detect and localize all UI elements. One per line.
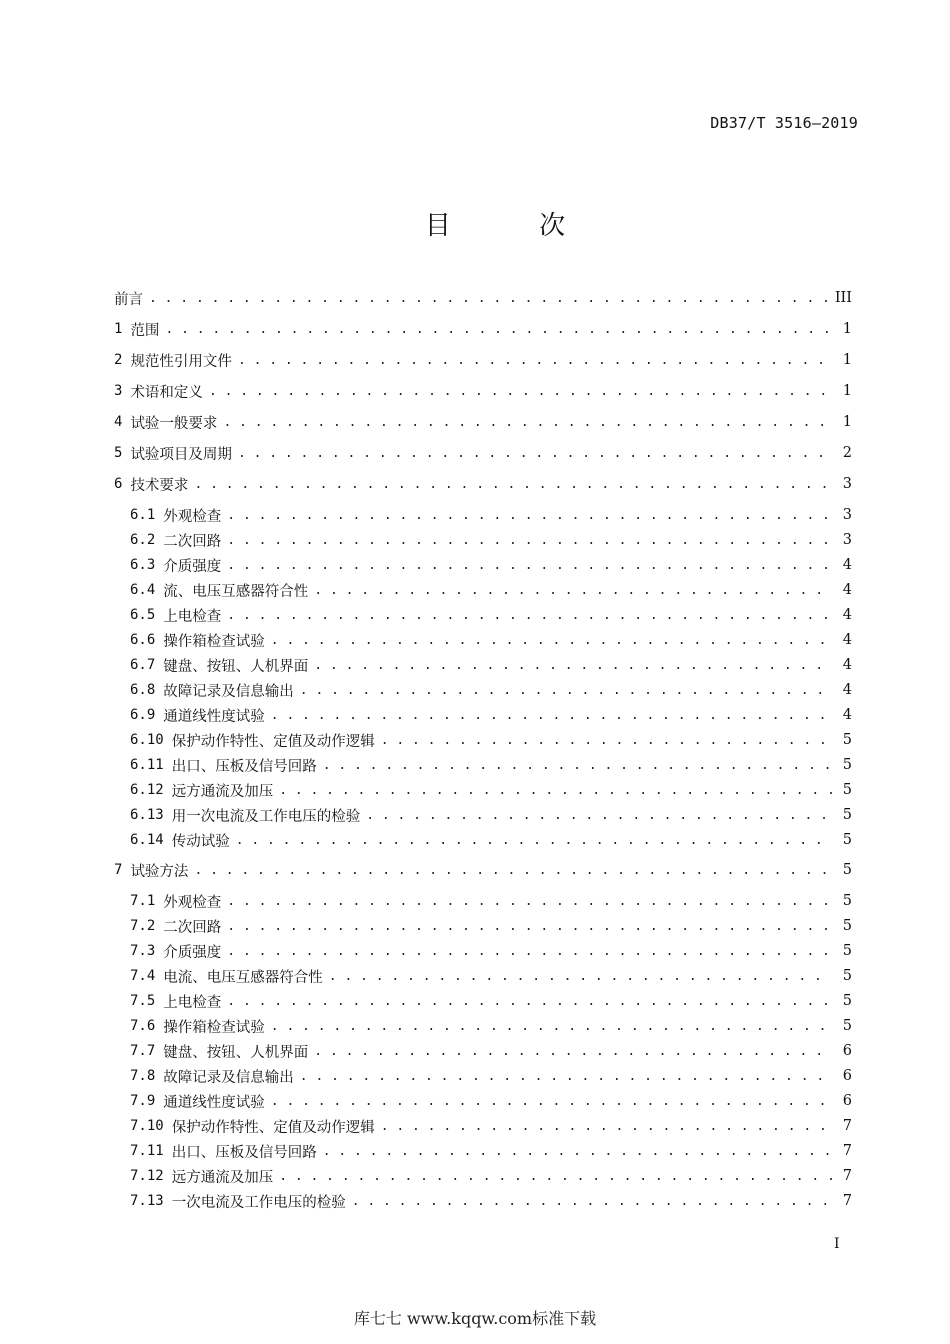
toc-entry[interactable]	[130, 889, 852, 913]
toc-title: 目 次	[424, 211, 606, 241]
toc-entry-number: 2	[114, 352, 123, 368]
toc-entry-number: 6.11	[130, 757, 164, 773]
toc-entry[interactable]	[130, 578, 852, 602]
toc-entry-title: 试验一般要求	[130, 415, 218, 432]
toc-entry-number: 7.12	[130, 1168, 164, 1184]
toc-entry[interactable]	[114, 472, 852, 496]
toc-entry-title: 前言	[114, 291, 143, 308]
toc-entry-page: 1	[842, 414, 852, 430]
toc-entry-page: 7	[842, 1143, 852, 1159]
toc-dot-leader	[238, 446, 832, 461]
toc-entry-title: 操作箱检查试验	[163, 633, 265, 650]
toc-entry-title: 二次回路	[163, 533, 222, 550]
toc-entry-page: 1	[842, 352, 852, 368]
toc-entry-page: 5	[842, 757, 852, 773]
toc-entry-title: 出口、压板及信号回路	[171, 1144, 317, 1161]
toc-entry[interactable]	[130, 753, 852, 777]
toc-entry[interactable]	[130, 1189, 852, 1213]
toc-entry-page: 3	[842, 476, 852, 492]
toc-entry[interactable]	[130, 1014, 852, 1038]
toc-entry-title: 术语和定义	[130, 384, 203, 401]
toc-entry-page: 1	[842, 321, 852, 337]
toc-dot-leader	[194, 863, 832, 878]
toc-entry[interactable]	[130, 678, 852, 702]
toc-entry-page: 6	[842, 1068, 852, 1084]
toc-dot-leader	[300, 1069, 832, 1084]
toc-entry-number: 7	[114, 862, 123, 878]
toc-entry[interactable]	[130, 628, 852, 652]
toc-entry-title: 传动试验	[171, 833, 230, 850]
toc-entry-title: 用一次电流及工作电压的检验	[171, 808, 361, 825]
toc-entry-number: 3	[114, 383, 123, 399]
toc-entry[interactable]	[130, 1164, 852, 1188]
toc-entry-number: 7.1	[130, 893, 156, 909]
toc-entry-page: III	[834, 290, 852, 306]
toc-dot-leader	[227, 533, 832, 548]
toc-entry-page: 4	[842, 707, 852, 723]
standard-code: DB37/T 3516—2019	[710, 114, 858, 132]
toc-entry-page: 5	[842, 1018, 852, 1034]
toc-entry-title: 二次回路	[163, 919, 222, 936]
toc-entry-number: 7.8	[130, 1068, 156, 1084]
toc-entry[interactable]	[130, 703, 852, 727]
toc-dot-leader	[149, 291, 829, 306]
toc-entry-number: 6.4	[130, 582, 156, 598]
toc-entry-number: 7.4	[130, 968, 156, 984]
toc-entry[interactable]	[130, 828, 852, 852]
toc-entry-page: 2	[842, 445, 852, 461]
toc-entry[interactable]	[130, 1139, 852, 1163]
toc-dot-leader	[300, 683, 832, 698]
toc-entry[interactable]	[130, 553, 852, 577]
toc-entry[interactable]	[114, 286, 852, 310]
toc-dot-leader	[223, 415, 832, 430]
toc-entry-page: 5	[842, 782, 852, 798]
toc-dot-leader	[323, 758, 832, 773]
toc-entry-number: 7.13	[130, 1193, 164, 1209]
toc-dot-leader	[227, 894, 832, 909]
toc-entry[interactable]	[130, 778, 852, 802]
toc-entry[interactable]	[114, 441, 852, 465]
toc-entry[interactable]	[130, 1089, 852, 1113]
toc-entry-number: 7.9	[130, 1093, 156, 1109]
toc-entry[interactable]	[130, 964, 852, 988]
toc-dot-leader	[227, 994, 832, 1009]
toc-entry-page: 7	[842, 1118, 852, 1134]
toc-entry[interactable]	[130, 503, 852, 527]
toc-entry-number: 7.11	[130, 1143, 164, 1159]
toc-entry-title: 故障记录及信息输出	[163, 1069, 294, 1086]
toc-entry[interactable]	[130, 939, 852, 963]
toc-entry-title: 介质强度	[163, 944, 222, 961]
watermark-text: 库七七 www.kqqw.com标准下载	[353, 1309, 597, 1328]
toc-entry-title: 通道线性度试验	[163, 708, 265, 725]
toc-entry-number: 7.6	[130, 1018, 156, 1034]
toc-entry-page: 6	[842, 1043, 852, 1059]
toc-entry-page: 5	[842, 968, 852, 984]
toc-dot-leader	[271, 1019, 832, 1034]
toc-entry-number: 6.10	[130, 732, 164, 748]
toc-entry-number: 6.6	[130, 632, 156, 648]
toc-entry-page: 7	[842, 1168, 852, 1184]
toc-entry[interactable]	[114, 379, 852, 403]
toc-dot-leader	[381, 1119, 832, 1134]
toc-entry-title: 技术要求	[130, 477, 189, 494]
toc-dot-leader	[194, 477, 832, 492]
toc-dot-leader	[314, 658, 832, 673]
toc-entry-title: 介质强度	[163, 558, 222, 575]
toc-entry-page: 4	[842, 607, 852, 623]
toc-entry-title: 键盘、按钮、人机界面	[163, 658, 309, 675]
toc-entry-number: 1	[114, 321, 123, 337]
toc-entry-number: 6.12	[130, 782, 164, 798]
toc-entry-title: 键盘、按钮、人机界面	[163, 1044, 309, 1061]
toc-dot-leader	[238, 353, 832, 368]
toc-dot-leader	[323, 1144, 832, 1159]
toc-entry-number: 7.5	[130, 993, 156, 1009]
toc-dot-leader	[209, 384, 832, 399]
toc-entry-page: 3	[842, 507, 852, 523]
toc-dot-leader	[227, 944, 832, 959]
toc-entry-page: 5	[842, 918, 852, 934]
toc-entry-title: 外观检查	[163, 508, 222, 525]
toc-entry-title: 范围	[130, 322, 160, 339]
toc-entry-title: 试验项目及周期	[130, 446, 232, 463]
toc-entry-title: 上电检查	[163, 608, 222, 625]
toc-dot-leader	[165, 322, 832, 337]
toc-dot-leader	[279, 1169, 832, 1184]
toc-entry-title: 出口、压板及信号回路	[171, 758, 317, 775]
toc-entry-title: 远方通流及加压	[171, 783, 274, 800]
toc-dot-leader	[279, 783, 832, 798]
toc-entry-title: 规范性引用文件	[130, 353, 232, 370]
toc-entry-number: 7.3	[130, 943, 156, 959]
toc-entry-number: 7.7	[130, 1043, 156, 1059]
toc-entry-page: 5	[842, 807, 852, 823]
toc-entry-page: 5	[842, 943, 852, 959]
toc-entry-page: 4	[842, 632, 852, 648]
toc-entry-page: 3	[842, 532, 852, 548]
toc-dot-leader	[329, 969, 832, 984]
toc-dot-leader	[227, 919, 832, 934]
toc-dot-leader	[227, 508, 832, 523]
toc-entry[interactable]	[130, 803, 852, 827]
toc-entry-page: 7	[842, 1193, 852, 1209]
toc-entry-page: 5	[842, 993, 852, 1009]
toc-dot-leader	[236, 833, 832, 848]
toc-dot-leader	[314, 583, 832, 598]
toc-entry-title: 试验方法	[130, 863, 189, 880]
toc-dot-leader	[271, 633, 832, 648]
toc-entry-title: 通道线性度试验	[163, 1094, 265, 1111]
toc-entry[interactable]	[130, 728, 852, 752]
toc-dot-leader	[314, 1044, 832, 1059]
toc-entry-title: 外观检查	[163, 894, 222, 911]
toc-entry-number: 6.5	[130, 607, 156, 623]
toc-entry[interactable]	[114, 317, 852, 341]
toc-entry-number: 6.2	[130, 532, 156, 548]
toc-entry[interactable]	[130, 1114, 852, 1138]
toc-entry-title: 远方通流及加压	[171, 1169, 274, 1186]
toc-entry-number: 5	[114, 445, 123, 461]
toc-entry-title: 上电检查	[163, 994, 222, 1011]
toc-entry-page: 4	[842, 657, 852, 673]
toc-entry-page: 4	[842, 557, 852, 573]
toc-entry-number: 6.1	[130, 507, 156, 523]
toc-entry-number: 6.3	[130, 557, 156, 573]
toc-entry-number: 6.9	[130, 707, 156, 723]
toc-entry-number: 7.2	[130, 918, 156, 934]
toc-entry-page: 5	[842, 732, 852, 748]
toc-entry-title: 保护动作特性、定值及动作逻辑	[171, 1119, 375, 1136]
toc-entry-number: 7.10	[130, 1118, 164, 1134]
toc-entry-title: 操作箱检查试验	[163, 1019, 265, 1036]
toc-entry-title: 保护动作特性、定值及动作逻辑	[171, 733, 375, 750]
toc-entry-title: 流、电压互感器符合性	[163, 583, 309, 600]
toc-entry-number: 6.14	[130, 832, 164, 848]
toc-entry[interactable]	[114, 858, 852, 882]
toc-entry[interactable]	[130, 1064, 852, 1088]
toc-entry[interactable]	[130, 528, 852, 552]
toc-entry[interactable]	[130, 653, 852, 677]
toc-entry-page: 4	[842, 682, 852, 698]
toc-entry-number: 6.7	[130, 657, 156, 673]
toc-entry-number: 6.8	[130, 682, 156, 698]
toc-dot-leader	[381, 733, 832, 748]
toc-dot-leader	[352, 1194, 832, 1209]
toc-entry-number: 4	[114, 414, 123, 430]
toc-entry-number: 6	[114, 476, 123, 492]
toc-entry[interactable]	[130, 989, 852, 1013]
toc-entry-page: 6	[842, 1093, 852, 1109]
toc-entry[interactable]	[114, 410, 852, 434]
toc-dot-leader	[271, 1094, 832, 1109]
toc-entry[interactable]	[130, 1039, 852, 1063]
toc-entry-page: 4	[842, 582, 852, 598]
page-number: I	[834, 1236, 840, 1252]
toc-entry-page: 5	[842, 893, 852, 909]
toc-entry-title: 电流、电压互感器符合性	[163, 969, 323, 986]
toc-dot-leader	[366, 808, 832, 823]
toc-dot-leader	[227, 608, 832, 623]
toc-entry-title: 故障记录及信息输出	[163, 683, 294, 700]
toc-dot-leader	[227, 558, 832, 573]
toc-entry-page: 5	[842, 862, 852, 878]
toc-entry-page: 5	[842, 832, 852, 848]
toc-entry-number: 6.13	[130, 807, 164, 823]
toc-entry-title: 一次电流及工作电压的检验	[171, 1194, 346, 1211]
toc-entry[interactable]	[130, 914, 852, 938]
toc-entry-page: 1	[842, 383, 852, 399]
toc-entry[interactable]	[130, 603, 852, 627]
toc-dot-leader	[271, 708, 832, 723]
toc-entry[interactable]	[114, 348, 852, 372]
